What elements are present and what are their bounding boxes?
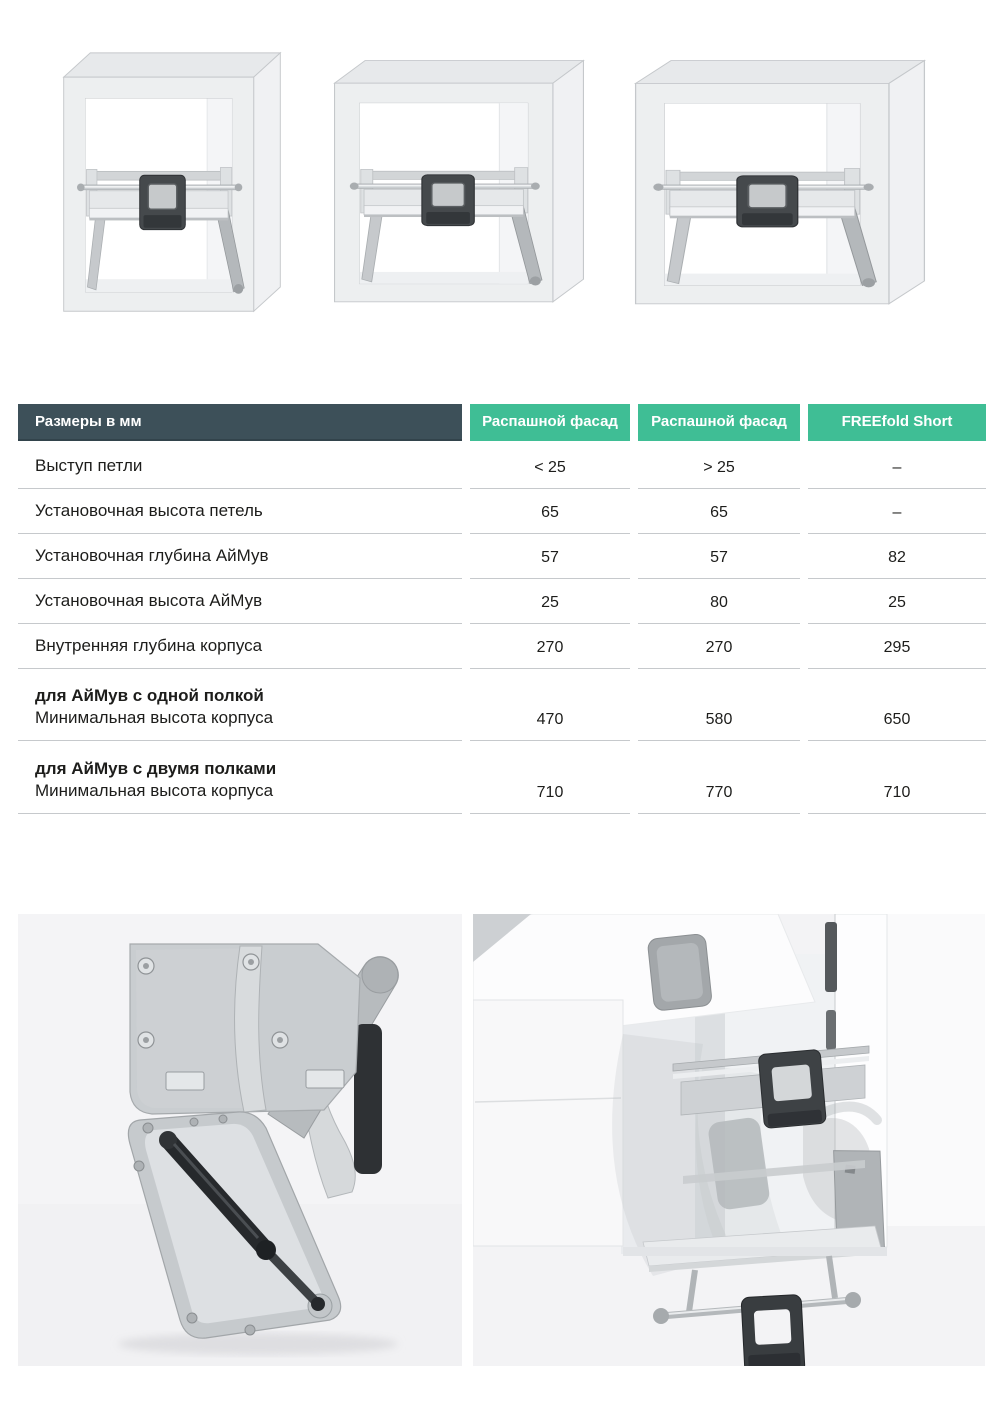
table-row [18, 741, 986, 814]
column-header-1: Распашной фасад [470, 404, 630, 441]
cell-value: 270 [470, 624, 630, 669]
row-group-title: для АйМув с двумя полками [35, 759, 277, 778]
table-row [18, 534, 986, 579]
mechanism-side-photo [18, 914, 462, 1366]
cabinet-square-imove-render [328, 56, 590, 310]
cell-value: 295 [808, 624, 986, 669]
row-label: Установочная высота АйМув [35, 591, 263, 610]
cell-value: 57 [638, 534, 800, 579]
cell-value: 650 [808, 669, 986, 741]
cabinet-tall-imove-render [58, 48, 286, 320]
row-label: Выступ петли [35, 456, 143, 475]
cell-value: < 25 [470, 439, 630, 489]
row-label: Внутренняя глубина корпуса [35, 636, 263, 655]
upper-handle-icon [758, 1049, 826, 1128]
cabinet-render-tall [58, 48, 286, 320]
dark-bumper [354, 1024, 382, 1174]
cell-value: 82 [808, 534, 986, 579]
cabinet-render-wide [628, 56, 932, 312]
table-row [18, 489, 986, 534]
imove-pulldown-motion-photo [473, 914, 985, 1366]
pull-handle-icon [741, 1294, 805, 1366]
cell-value: – [808, 489, 986, 534]
column-header-3: FREEfold Short [808, 404, 986, 441]
row-label: Минимальная высота корпуса [35, 708, 274, 727]
damper-unit [647, 933, 712, 1011]
cell-value: 65 [470, 489, 630, 534]
table-title: Размеры в мм [18, 404, 462, 441]
row-label: Установочная высота петель [35, 501, 263, 520]
table-row [18, 579, 986, 624]
mechanism-motion-photo [473, 914, 985, 1366]
cabinet-render-square [328, 56, 590, 310]
row-label: Установочная глубина АйМув [35, 546, 269, 565]
table-row [18, 439, 986, 489]
imove-mechanism-side-photo [18, 914, 462, 1366]
cell-value: 270 [638, 624, 800, 669]
row-group-title: для АйМув с одной полкой [35, 686, 264, 705]
cell-value: 25 [808, 579, 986, 624]
cell-value: 580 [638, 669, 800, 741]
table-row [18, 669, 986, 741]
cell-value: 710 [808, 741, 986, 814]
cell-value: > 25 [638, 439, 800, 489]
table-header-row [18, 404, 986, 439]
cell-value: 65 [638, 489, 800, 534]
cell-value: 25 [470, 579, 630, 624]
cabinet-wide-imove-render [628, 56, 932, 312]
hinge-icon [825, 922, 837, 992]
dimensions-table [18, 404, 986, 814]
cell-value: – [808, 439, 986, 489]
column-header-2: Распашной фасад [638, 404, 800, 441]
cell-value: 710 [470, 741, 630, 814]
cell-value: 57 [470, 534, 630, 579]
cell-value: 770 [638, 741, 800, 814]
row-label: Минимальная высота корпуса [35, 781, 274, 800]
cell-value: 80 [638, 579, 800, 624]
table-row [18, 624, 986, 669]
cell-value: 470 [470, 669, 630, 741]
